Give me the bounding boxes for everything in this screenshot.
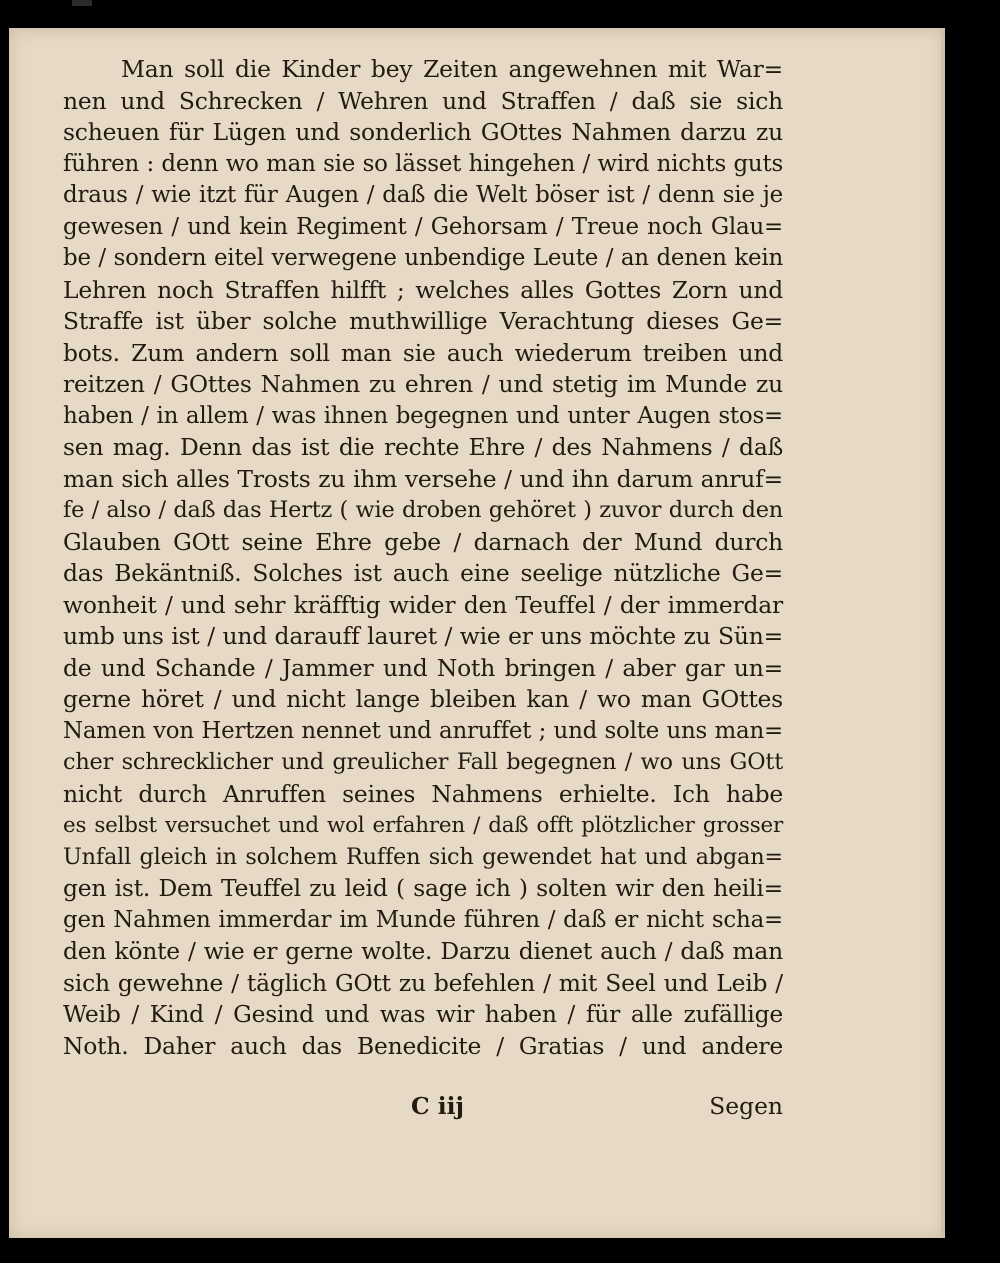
text-line-18: wonheit / und sehr kräfftig wider den Teuffel / der immerdar — [63, 590, 783, 619]
text-line-3: scheuen für Lügen und sonderlich GOttes Nahmen darzu zu — [63, 118, 783, 146]
text-line-21: gerne höret / und nicht lange bleiben kan / wo man GOttes — [63, 685, 783, 713]
text-line-20: de und Schande / Jammer und Noth bringen / aber gar un= — [63, 653, 783, 682]
text-line-4: führen : denn wo man sie so lässet hingehen / wird nichts guts — [63, 150, 783, 177]
page-edge — [941, 28, 945, 1238]
text-line-7: be / sondern eitel verwegene unbendige Leute / an denen kein — [63, 245, 783, 271]
text-line-11: reitzen / GOttes Nahmen zu ehren / und stetig im Munde zu — [63, 370, 783, 398]
text-line-14: man sich alles Trosts zu ihm versehe / und ihn darum anruf= — [63, 464, 783, 493]
signature-mark: C iij — [411, 1092, 464, 1120]
text-line-32: Noth. Daher auch das Benedicite / Gratias / und andere — [63, 1031, 783, 1060]
text-line-12: haben / in allem / was ihnen begegnen und unter Augen stos= — [63, 402, 783, 429]
page-footer — [63, 1092, 783, 1126]
text-line-5: draus / wie itzt für Augen / daß die Welt böser ist / denn sie je — [63, 182, 783, 208]
text-line-6: gewesen / und kein Regiment / Gehorsam / Treue noch Glau= — [63, 213, 783, 240]
text-line-24: nicht durch Anruffen seines Nahmens erhielte. Ich habe — [63, 779, 783, 808]
text-line-27: gen ist. Dem Teuffel zu leid ( sage ich ) solten wir den heili= — [63, 874, 783, 902]
text-line-23: cher schrecklicher und greulicher Fall begegnen / wo uns GOtt — [63, 749, 783, 775]
text-line-2: nen und Schrecken / Wehren und Straffen / daß sie sich — [63, 86, 783, 115]
text-line-10: bots. Zum andern soll man sie auch wiederum treiben und — [63, 338, 783, 367]
scan-corner-mark — [72, 0, 92, 6]
text-line-19: umb uns ist / und darauff lauret / wie er uns möchte zu Sün= — [63, 622, 783, 650]
text-line-9: Straffe ist über solche muthwillige Verachtung dieses Ge= — [63, 307, 783, 335]
text-line-13: sen mag. Denn das ist die rechte Ehre / des Nahmens / daß — [63, 433, 783, 461]
text-line-25: es selbst versuchet und wol erfahren / daß offt plötzlicher grosser — [63, 813, 783, 838]
book-page — [9, 28, 945, 1238]
text-line-8: Lehren noch Straffen hilfft ; welches alles Gottes Zorn und — [63, 275, 783, 304]
text-line-30: sich gewehne / täglich GOtt zu befehlen / mit Seel und Leib / — [63, 968, 783, 997]
text-line-28: gen Nahmen immerdar im Munde führen / daß er nicht scha= — [63, 906, 783, 933]
text-line-26: Unfall gleich in solchem Ruffen sich gewendet hat und abgan= — [63, 843, 783, 870]
text-line-17: das Bekäntniß. Solches ist auch eine seelige nützliche Ge= — [63, 559, 783, 587]
text-line-22: Namen von Hertzen nennet und anruffet ; und solte uns man= — [63, 717, 783, 744]
body-text — [63, 54, 783, 1062]
text-line-16: Glauben GOtt seine Ehre gebe / darnach der Mund durch — [63, 527, 783, 556]
text-line-29: den könte / wie er gerne wolte. Darzu dienet auch / daß man — [63, 937, 783, 965]
catchword: Segen — [709, 1092, 783, 1120]
text-line-1: Man soll die Kinder bey Zeiten angewehnen mit War= — [121, 55, 783, 83]
text-line-31: Weib / Kind / Gesind und was wir haben / für alle zufällige — [63, 1000, 783, 1028]
text-line-15: fe / also / daß das Hertz ( wie droben gehöret ) zuvor durch den — [63, 497, 783, 523]
